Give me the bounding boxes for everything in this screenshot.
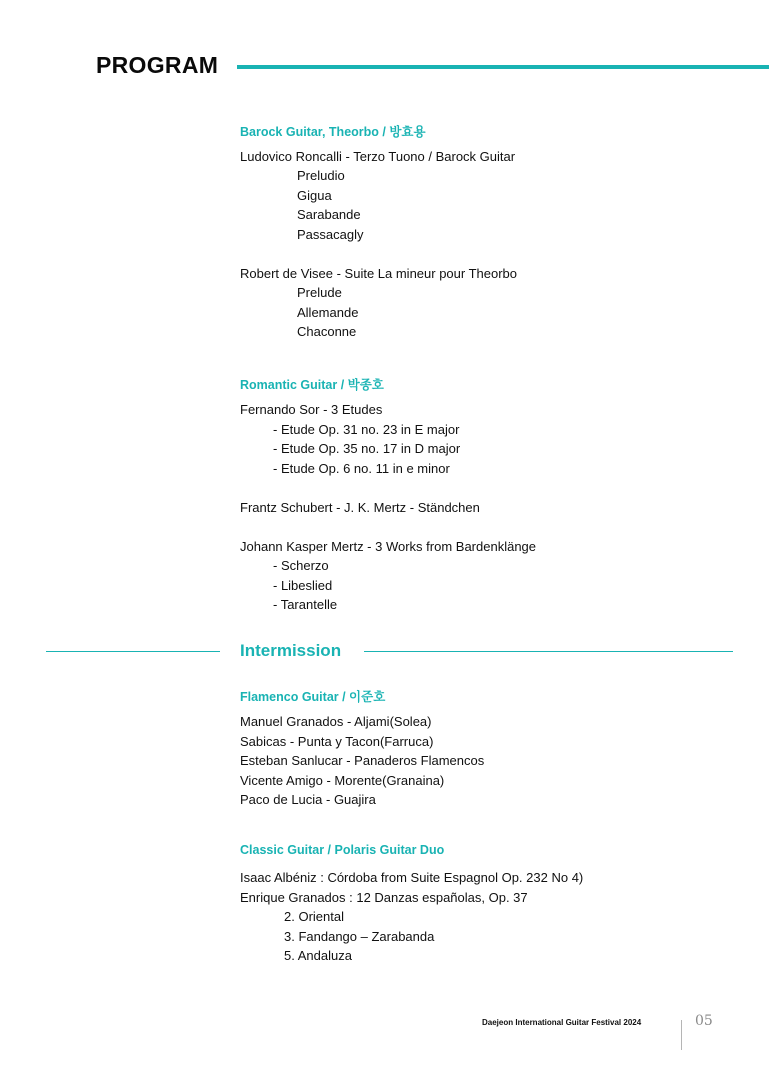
movement-item: - Tarantelle xyxy=(273,597,338,612)
movement-item: Chaconne xyxy=(297,324,357,339)
movement-item: - Libeslied xyxy=(273,578,333,593)
program-entry: Paco de Lucia - Guajira xyxy=(240,792,376,807)
program-entry: Frantz Schubert - J. K. Mertz - Ständchen xyxy=(240,500,480,515)
footer-divider xyxy=(681,1020,682,1050)
movement-item: Allemande xyxy=(297,305,359,320)
program-entry: Manuel Granados - Aljami(Solea) xyxy=(240,714,432,729)
program-entry: Fernando Sor - 3 Etudes xyxy=(240,402,383,417)
movement-item: 3. Fandango – Zarabanda xyxy=(284,929,435,944)
movement-item: - Scherzo xyxy=(273,558,329,573)
movement-item: Preludio xyxy=(297,168,345,183)
program-entry: Sabicas - Punta y Tacon(Farruca) xyxy=(240,734,434,749)
program-entry: Esteban Sanlucar - Panaderos Flamencos xyxy=(240,753,485,768)
movement-item: - Etude Op. 6 no. 11 in e minor xyxy=(273,461,450,476)
page-number: 05 xyxy=(695,1013,713,1029)
program-entry: Isaac Albéniz : Córdoba from Suite Espagnol Op. 232 No 4) xyxy=(240,870,584,885)
movement-item: - Etude Op. 35 no. 17 in D major xyxy=(273,441,461,456)
section-heading-romantic: Romantic Guitar / 박종호 xyxy=(240,378,384,392)
movement-item: Prelude xyxy=(297,285,342,300)
footer-festival-name: Daejeon International Guitar Festival 2024 xyxy=(482,1018,642,1027)
program-entry: Vicente Amigo - Morente(Granaina) xyxy=(240,773,445,788)
intermission-rule-left xyxy=(46,651,220,652)
page-title: PROGRAM xyxy=(96,52,219,78)
program-entry: Johann Kasper Mertz - 3 Works from Bardenklänge xyxy=(240,539,537,554)
movement-item: Gigua xyxy=(297,188,332,203)
section-heading-classic: Classic Guitar / Polaris Guitar Duo xyxy=(240,843,445,857)
intermission-heading: Intermission xyxy=(240,641,342,660)
movement-item: - Etude Op. 31 no. 23 in E major xyxy=(273,422,460,437)
section-heading-flamenco: Flamenco Guitar / 이준호 xyxy=(240,690,386,704)
section-heading-baroque: Barock Guitar, Theorbo / 방효용 xyxy=(240,125,426,139)
movement-item: Sarabande xyxy=(297,207,361,222)
program-entry: Ludovico Roncalli - Terzo Tuono / Barock Guitar xyxy=(240,149,516,164)
movement-item: Passacagly xyxy=(297,227,364,242)
title-rule xyxy=(237,65,769,69)
program-entry: Robert de Visee - Suite La mineur pour Theorbo xyxy=(240,266,518,281)
program-entry: Enrique Granados : 12 Danzas españolas, Op. 37 xyxy=(240,890,528,905)
movement-item: 2. Oriental xyxy=(284,909,344,924)
movement-item: 5. Andaluza xyxy=(284,948,352,963)
intermission-rule-right xyxy=(364,651,733,652)
